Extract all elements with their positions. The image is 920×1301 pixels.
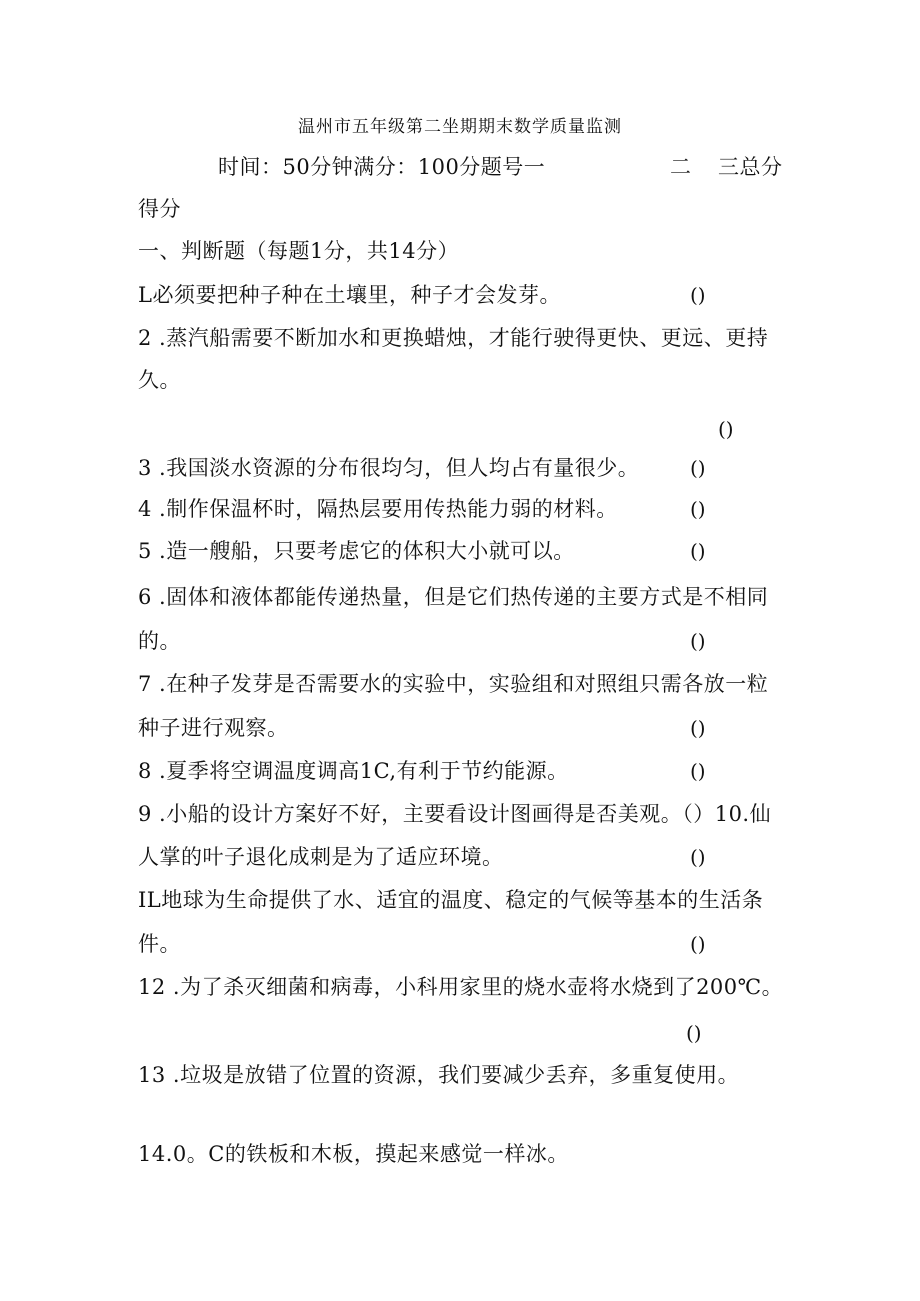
question-7-cont: 种子进行观察。 [138, 716, 289, 740]
question-5: 5 .造一艘船，只要考虑它的体积大小就可以。 [138, 539, 575, 563]
question-6-cont: 的。 [138, 629, 181, 653]
answer-paren-12[interactable]: () [686, 1021, 702, 1045]
answer-paren-11[interactable]: () [690, 932, 706, 956]
answer-paren-7[interactable]: () [690, 716, 706, 740]
question-9: 9 .小船的设计方案好不好，主要看设计图画得是否美观。（）10.仙 [138, 802, 772, 826]
header-score-row: 得分 [138, 197, 181, 221]
answer-paren-10[interactable]: () [690, 845, 706, 869]
question-3: 3 .我国淡水资源的分布很均匀，但人均占有量很少。 [138, 456, 640, 480]
question-14: 14.0。C的铁板和木板，摸起来感觉一样冰。 [138, 1142, 569, 1166]
question-6: 6 .固体和液体都能传递热量，但是它们热传递的主要方式是不相同 [138, 585, 769, 609]
question-1: L必须要把种子种在土壤里，种子才会发芽。 [138, 283, 561, 307]
header-col-3: 三总分 [718, 155, 783, 179]
question-4: 4 .制作保温杯时，隔热层要用传热能力弱的材料。 [138, 497, 618, 521]
answer-paren-5[interactable]: () [690, 539, 706, 563]
answer-paren-1[interactable]: () [690, 283, 706, 307]
page-title: 温州市五年级第二坐期期末数学质量监测 [298, 117, 622, 137]
question-7: 7 .在种子发芽是否需要水的实验中，实验组和对照组只需各放一粒 [138, 672, 769, 696]
question-8: 8 .夏季将空调温度调高1C,有利于节约能源。 [138, 759, 569, 783]
question-11: IL地球为生命提供了水、适宜的温度、稳定的气候等基本的生活条 [138, 888, 764, 912]
question-13: 13 .垃圾是放错了位置的资源，我们要减少丢弃，多重复使用。 [138, 1063, 740, 1087]
answer-paren-3[interactable]: () [690, 456, 706, 480]
question-12: 12 .为了杀灭细菌和病毒，小科用家里的烧水壶将水烧到了200℃。 [138, 975, 784, 999]
question-2-cont: 久。 [138, 368, 181, 392]
question-11-cont: 件。 [138, 932, 181, 956]
answer-paren-4[interactable]: () [690, 497, 706, 521]
answer-paren-8[interactable]: () [690, 759, 706, 783]
header-col-2: 二 [670, 155, 692, 179]
header-time-info: 时间：50分钟满分：100分题号一 [218, 155, 546, 179]
answer-paren-6[interactable]: () [690, 629, 706, 653]
question-10-cont: 人掌的叶子退化成刺是为了适应环境。 [138, 845, 504, 869]
section-heading: 一、判断题（每题1分，共14分） [138, 239, 460, 263]
question-2: 2 .蒸汽船需要不断加水和更换蜡烛，才能行驶得更快、更远、更持 [138, 326, 769, 350]
answer-paren-2[interactable]: () [718, 417, 734, 441]
